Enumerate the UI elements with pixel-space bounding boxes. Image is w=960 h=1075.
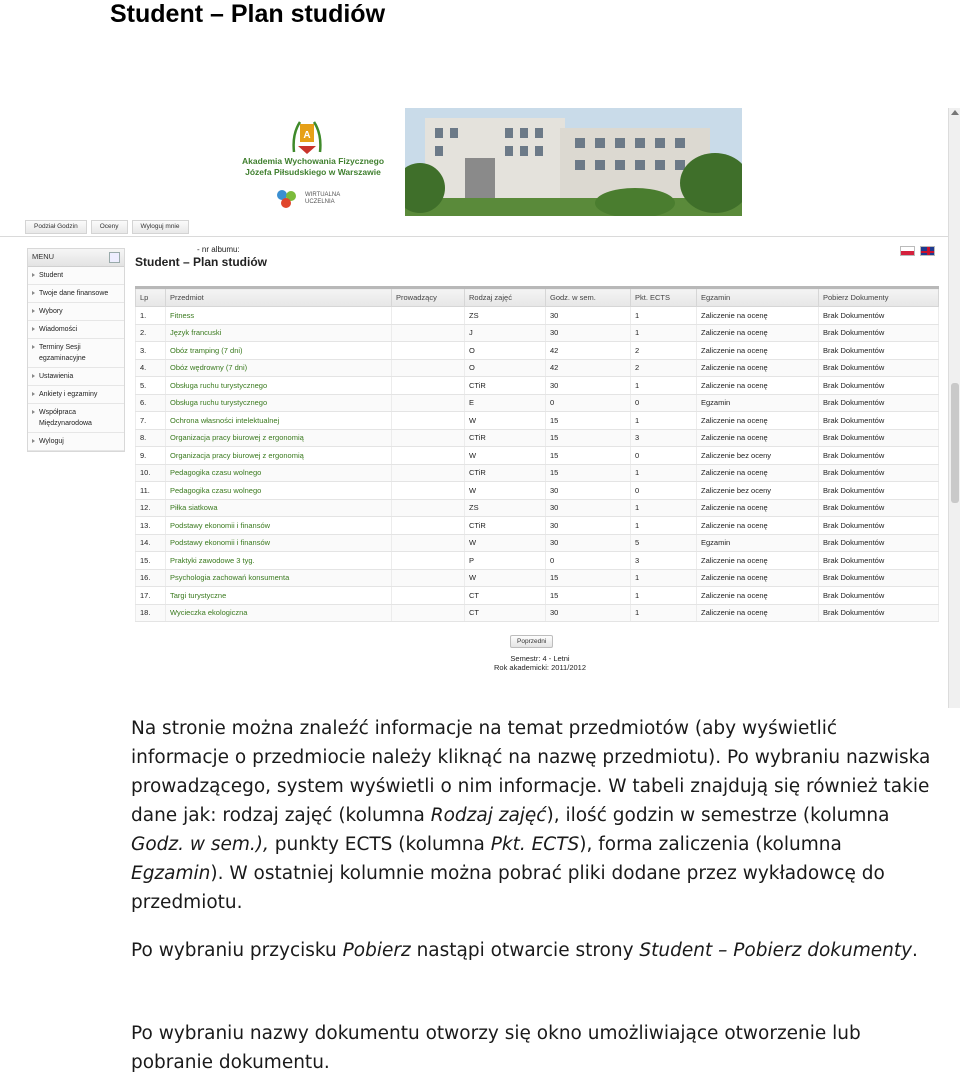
sidebar-item-label: Twoje dane finansowe — [39, 290, 109, 297]
documents-cell[interactable]: Brak Dokumentów — [819, 412, 939, 430]
ects-points: 1 — [631, 324, 697, 342]
hours: 42 — [546, 342, 631, 360]
column-header: Godz. w sem. — [546, 288, 631, 307]
exam-form: Zaliczenie na ocenę — [697, 587, 819, 605]
row-number: 18. — [136, 604, 166, 622]
awf-emblem-icon — [290, 116, 324, 156]
semester-info — [470, 654, 610, 672]
class-type: ZS — [465, 499, 546, 517]
ects-points: 2 — [631, 342, 697, 360]
column-header: Prowadzący — [392, 288, 465, 307]
class-type: CTiR — [465, 377, 546, 395]
lecturer-link[interactable] — [392, 464, 465, 482]
academic-year-label: Rok akademicki: 2011/2012 — [494, 663, 586, 672]
documents-cell[interactable]: Brak Dokumentów — [819, 569, 939, 587]
hours: 15 — [546, 412, 631, 430]
documents-cell[interactable]: Brak Dokumentów — [819, 342, 939, 360]
subject-link[interactable]: Podstawy ekonomii i finansów — [166, 517, 392, 535]
table-row — [136, 534, 939, 552]
lecturer-link[interactable] — [392, 482, 465, 500]
class-type: W — [465, 482, 546, 500]
documents-cell[interactable]: Brak Dokumentów — [819, 447, 939, 465]
bullet-icon — [32, 327, 35, 331]
ects-points: 1 — [631, 587, 697, 605]
exam-form: Zaliczenie na ocenę — [697, 324, 819, 342]
table-row — [136, 307, 939, 325]
ects-points: 3 — [631, 552, 697, 570]
documents-cell[interactable]: Brak Dokumentów — [819, 464, 939, 482]
class-type: O — [465, 342, 546, 360]
column-header: Pobierz Dokumenty — [819, 288, 939, 307]
documents-cell[interactable]: Brak Dokumentów — [819, 587, 939, 605]
class-type: O — [465, 359, 546, 377]
description-paragraph-1 — [131, 714, 931, 917]
ects-points: 1 — [631, 412, 697, 430]
exam-form: Zaliczenie na ocenę — [697, 342, 819, 360]
subject-link[interactable]: Obóz tramping (7 dni) — [166, 342, 392, 360]
table-row — [136, 464, 939, 482]
bullet-icon — [32, 410, 35, 414]
desc-text: Po wybraniu przycisku — [131, 940, 343, 961]
exam-form: Zaliczenie na ocenę — [697, 359, 819, 377]
desc-text: ), ilość godzin w semestrze (kolumna — [546, 805, 890, 826]
ects-points: 0 — [631, 447, 697, 465]
subject-link[interactable]: Fitness — [166, 307, 392, 325]
desc-text: ), forma zaliczenia (kolumna — [579, 834, 842, 855]
documents-cell[interactable]: Brak Dokumentów — [819, 534, 939, 552]
row-number: 12. — [136, 499, 166, 517]
row-number: 8. — [136, 429, 166, 447]
hours: 30 — [546, 534, 631, 552]
table-row — [136, 412, 939, 430]
ects-points: 5 — [631, 534, 697, 552]
row-number: 7. — [136, 412, 166, 430]
hours: 15 — [546, 447, 631, 465]
scrollbar[interactable] — [948, 108, 960, 708]
hours: 30 — [546, 482, 631, 500]
class-type: CT — [465, 587, 546, 605]
exam-form: Zaliczenie na ocenę — [697, 517, 819, 535]
column-header: Pkt. ECTS — [631, 288, 697, 307]
hours: 30 — [546, 517, 631, 535]
class-type: W — [465, 412, 546, 430]
wirtualna-uczelnia-logo — [275, 188, 355, 212]
sidebar-item-twoje-dane[interactable] — [28, 285, 124, 303]
sidebar-item-label: Wyloguj — [39, 438, 64, 445]
bullet-icon — [32, 345, 35, 349]
ects-points: 0 — [631, 482, 697, 500]
page-title: Student – Plan studiów — [135, 255, 268, 269]
class-type: ZS — [465, 307, 546, 325]
exam-form: Zaliczenie na ocenę — [697, 429, 819, 447]
table-row — [136, 517, 939, 535]
sidebar-item-wyloguj[interactable] — [28, 433, 124, 451]
table-row — [136, 587, 939, 605]
row-number: 4. — [136, 359, 166, 377]
desc-text: nastąpi otwarcie strony — [410, 940, 640, 961]
language-switcher — [900, 246, 935, 256]
row-number: 15. — [136, 552, 166, 570]
sidebar-item-ankiety[interactable] — [28, 386, 124, 404]
hours: 15 — [546, 569, 631, 587]
svg-text:A: A — [303, 130, 311, 141]
sidebar-item-ustawienia[interactable] — [28, 368, 124, 386]
wu-emblem-icon — [275, 188, 299, 210]
hours: 15 — [546, 464, 631, 482]
documents-cell[interactable]: Brak Dokumentów — [819, 604, 939, 622]
class-type: J — [465, 324, 546, 342]
sidebar-item-label: Współpraca Międzynarodowa — [39, 409, 92, 427]
study-plan-table — [135, 286, 938, 622]
screenshot-frame — [0, 108, 960, 708]
row-number: 10. — [136, 464, 166, 482]
lecturer-link[interactable] — [392, 359, 465, 377]
documents-cell[interactable]: Brak Dokumentów — [819, 377, 939, 395]
subject-link[interactable]: Ochrona własności intelektualnej — [166, 412, 392, 430]
lecturer-link[interactable] — [392, 412, 465, 430]
subject-link[interactable]: Organizacja pracy biurowej z ergonomią — [166, 447, 392, 465]
exam-form: Zaliczenie na ocenę — [697, 412, 819, 430]
lecturer-link[interactable] — [392, 307, 465, 325]
hours: 15 — [546, 429, 631, 447]
desc-text: punkty ECTS (kolumna — [268, 834, 491, 855]
column-header: Lp — [136, 288, 166, 307]
ects-points: 1 — [631, 569, 697, 587]
scroll-thumb[interactable] — [951, 383, 959, 503]
table-row — [136, 482, 939, 500]
sidebar-header-label: MENU — [32, 252, 55, 261]
row-number: 6. — [136, 394, 166, 412]
hours: 30 — [546, 377, 631, 395]
documents-cell[interactable]: Brak Dokumentów — [819, 482, 939, 500]
sidebar-item-wybory[interactable] — [28, 303, 124, 321]
exam-form: Zaliczenie na ocenę — [697, 552, 819, 570]
class-type: W — [465, 534, 546, 552]
subject-link[interactable]: Obsługa ruchu turystycznego — [166, 377, 392, 395]
subject-link[interactable]: Język francuski — [166, 324, 392, 342]
documents-cell[interactable]: Brak Dokumentów — [819, 359, 939, 377]
nav-oceny[interactable]: Oceny — [91, 220, 128, 234]
ects-points: 0 — [631, 394, 697, 412]
desc-text: . — [912, 940, 918, 961]
column-header: Egzamin — [697, 288, 819, 307]
institution-name-line2: Józefa Piłsudskiego w Warszawie — [245, 167, 381, 177]
documents-cell[interactable]: Brak Dokumentów — [819, 394, 939, 412]
nav-podzial-godzin[interactable]: Podział Godzin — [25, 220, 87, 234]
polish-flag-icon[interactable] — [900, 246, 915, 256]
bullet-icon — [32, 374, 35, 378]
class-type: CTiR — [465, 429, 546, 447]
row-number: 14. — [136, 534, 166, 552]
desc-text: Na stronie można znaleźć informacje na temat przedmiotów (aby wyświetlić informacje o przedmiocie należy kliknąć na nazwę przedmiotu). Po wybraniu nazwiska prowadzącego, system wyświetli o nim informacje. W tabeli znajdują się również takie dane jak: rodzaj zajęć (kolumna — [131, 718, 931, 826]
desc-italic: Student – Pobierz dokumenty — [639, 940, 913, 961]
subject-link[interactable]: Organizacja pracy biurowej z ergonomią — [166, 429, 392, 447]
sidebar-item-label: Terminy Sesji egzaminacyjne — [39, 344, 86, 362]
documents-cell[interactable]: Brak Dokumentów — [819, 552, 939, 570]
lecturer-link[interactable] — [392, 552, 465, 570]
desc-italic: Rodzaj zajęć — [430, 805, 547, 826]
table-row — [136, 604, 939, 622]
subject-link[interactable]: Obóz wędrowny (7 dni) — [166, 359, 392, 377]
row-number: 9. — [136, 447, 166, 465]
subject-link[interactable]: Podstawy ekonomii i finansów — [166, 534, 392, 552]
subject-link[interactable]: Wycieczka ekologiczna — [166, 604, 392, 622]
ects-points: 3 — [631, 429, 697, 447]
wu-line2: UCZELNIA — [305, 199, 335, 205]
hours: 30 — [546, 307, 631, 325]
lecturer-link[interactable] — [392, 604, 465, 622]
semester-label: Semestr: 4 - Letni — [510, 654, 570, 663]
lecturer-link[interactable] — [392, 377, 465, 395]
bullet-icon — [32, 392, 35, 396]
hours: 0 — [546, 552, 631, 570]
bullet-icon — [32, 439, 35, 443]
sidebar-item-label: Student — [39, 272, 64, 279]
table-row — [136, 499, 939, 517]
sidebar-item-label: Ustawienia — [39, 373, 74, 380]
table-row — [136, 394, 939, 412]
subject-link[interactable]: Piłka siatkowa — [166, 499, 392, 517]
menu-toggle-icon[interactable] — [109, 252, 120, 263]
lecturer-link[interactable] — [392, 569, 465, 587]
scroll-up-icon[interactable] — [951, 110, 959, 115]
hours: 30 — [546, 604, 631, 622]
row-number: 17. — [136, 587, 166, 605]
ects-points: 1 — [631, 517, 697, 535]
campus-photo — [405, 108, 742, 216]
ects-points: 1 — [631, 499, 697, 517]
class-type: W — [465, 447, 546, 465]
sidebar-menu — [27, 248, 125, 452]
lecturer-link[interactable] — [392, 499, 465, 517]
bullet-icon — [32, 309, 35, 313]
sidebar-item-label: Ankiety i egzaminy — [39, 391, 98, 398]
column-header: Rodzaj zajęć — [465, 288, 546, 307]
documents-cell[interactable]: Brak Dokumentów — [819, 307, 939, 325]
subject-link[interactable]: Pedagogika czasu wolnego — [166, 482, 392, 500]
table-row — [136, 429, 939, 447]
exam-form: Egzamin — [697, 534, 819, 552]
sidebar-item-label: Wybory — [39, 308, 63, 315]
class-type: P — [465, 552, 546, 570]
table-header-row — [136, 288, 939, 307]
header-banner — [205, 108, 742, 216]
hours: 42 — [546, 359, 631, 377]
row-number: 5. — [136, 377, 166, 395]
sidebar-header — [28, 249, 124, 267]
hours: 15 — [546, 587, 631, 605]
lecturer-link[interactable] — [392, 447, 465, 465]
sidebar-item-wiadomosci[interactable] — [28, 321, 124, 339]
subject-link[interactable]: Targi turystyczne — [166, 587, 392, 605]
exam-form: Zaliczenie na ocenę — [697, 464, 819, 482]
subject-link[interactable]: Psychologia zachowań konsumenta — [166, 569, 392, 587]
hours: 30 — [546, 499, 631, 517]
table-row — [136, 569, 939, 587]
documents-cell[interactable]: Brak Dokumentów — [819, 499, 939, 517]
lecturer-link[interactable] — [392, 394, 465, 412]
exam-form: Egzamin — [697, 394, 819, 412]
desc-text: ). W ostatniej kolumnie można pobrać pliki dodane przez wykładowcę do przedmiotu. — [131, 863, 885, 913]
table-row — [136, 552, 939, 570]
bullet-icon — [32, 291, 35, 295]
exam-form: Zaliczenie na ocenę — [697, 569, 819, 587]
bullet-icon — [32, 273, 35, 277]
lecturer-link[interactable] — [392, 587, 465, 605]
documents-cell[interactable]: Brak Dokumentów — [819, 324, 939, 342]
table-row — [136, 447, 939, 465]
ects-points: 1 — [631, 464, 697, 482]
lecturer-link[interactable] — [392, 517, 465, 535]
lecturer-link[interactable] — [392, 534, 465, 552]
exam-form: Zaliczenie bez oceny — [697, 482, 819, 500]
row-number: 11. — [136, 482, 166, 500]
sidebar-item-student[interactable] — [28, 267, 124, 285]
subject-link[interactable]: Obsługa ruchu turystycznego — [166, 394, 392, 412]
class-type: CTiR — [465, 464, 546, 482]
sidebar-item-wspolpraca[interactable] — [28, 404, 124, 433]
exam-form: Zaliczenie na ocenę — [697, 604, 819, 622]
exam-form: Zaliczenie bez oceny — [697, 447, 819, 465]
table-row — [136, 377, 939, 395]
lecturer-link[interactable] — [392, 342, 465, 360]
column-header: Przedmiot — [166, 288, 392, 307]
document-title: Student – Plan studiów — [110, 0, 386, 28]
documents-cell[interactable]: Brak Dokumentów — [819, 429, 939, 447]
lecturer-link[interactable] — [392, 324, 465, 342]
table-row — [136, 324, 939, 342]
class-type: CT — [465, 604, 546, 622]
ects-points: 1 — [631, 307, 697, 325]
subject-link[interactable]: Praktyki zawodowe 3 tyg. — [166, 552, 392, 570]
nav-wyloguj[interactable]: Wyloguj mnie — [132, 220, 189, 234]
ects-points: 1 — [631, 604, 697, 622]
desc-italic: Egzamin — [131, 863, 211, 884]
university-logo[interactable] — [205, 108, 405, 216]
page-header — [135, 245, 267, 269]
row-number: 16. — [136, 569, 166, 587]
desc-italic: Godz. w sem.), — [131, 834, 269, 855]
wu-line1: WIRTUALNA — [305, 192, 341, 198]
previous-button[interactable]: Poprzedni — [510, 635, 553, 648]
hours: 0 — [546, 394, 631, 412]
class-type: W — [465, 569, 546, 587]
lecturer-link[interactable] — [392, 429, 465, 447]
desc-italic: Pobierz — [342, 940, 411, 961]
row-number: 2. — [136, 324, 166, 342]
english-flag-icon[interactable] — [920, 246, 935, 256]
row-number: 3. — [136, 342, 166, 360]
desc-italic: Pkt. ECTS — [490, 834, 580, 855]
nav-divider — [0, 236, 948, 237]
table-row — [136, 359, 939, 377]
ects-points: 2 — [631, 359, 697, 377]
class-type: E — [465, 394, 546, 412]
exam-form: Zaliczenie na ocenę — [697, 377, 819, 395]
ects-points: 1 — [631, 377, 697, 395]
class-type: CTiR — [465, 517, 546, 535]
hours: 30 — [546, 324, 631, 342]
subject-link[interactable]: Pedagogika czasu wolnego — [166, 464, 392, 482]
album-number-label: - nr albumu: — [197, 245, 240, 254]
row-number: 13. — [136, 517, 166, 535]
top-navigation — [25, 220, 193, 234]
row-number: 1. — [136, 307, 166, 325]
table-row — [136, 342, 939, 360]
documents-cell[interactable]: Brak Dokumentów — [819, 517, 939, 535]
sidebar-item-label: Wiadomości — [39, 326, 78, 333]
exam-form: Zaliczenie na ocenę — [697, 307, 819, 325]
description-paragraph-3: Po wybraniu nazwy dokumentu otworzy się okno umożliwiające otworzenie lub pobranie dokumentu. — [131, 1023, 861, 1073]
exam-form: Zaliczenie na ocenę — [697, 499, 819, 517]
description-paragraph-2 — [131, 936, 931, 965]
institution-name-line1: Akademia Wychowania Fizycznego — [241, 156, 385, 166]
sidebar-item-terminy-sesji[interactable] — [28, 339, 124, 368]
